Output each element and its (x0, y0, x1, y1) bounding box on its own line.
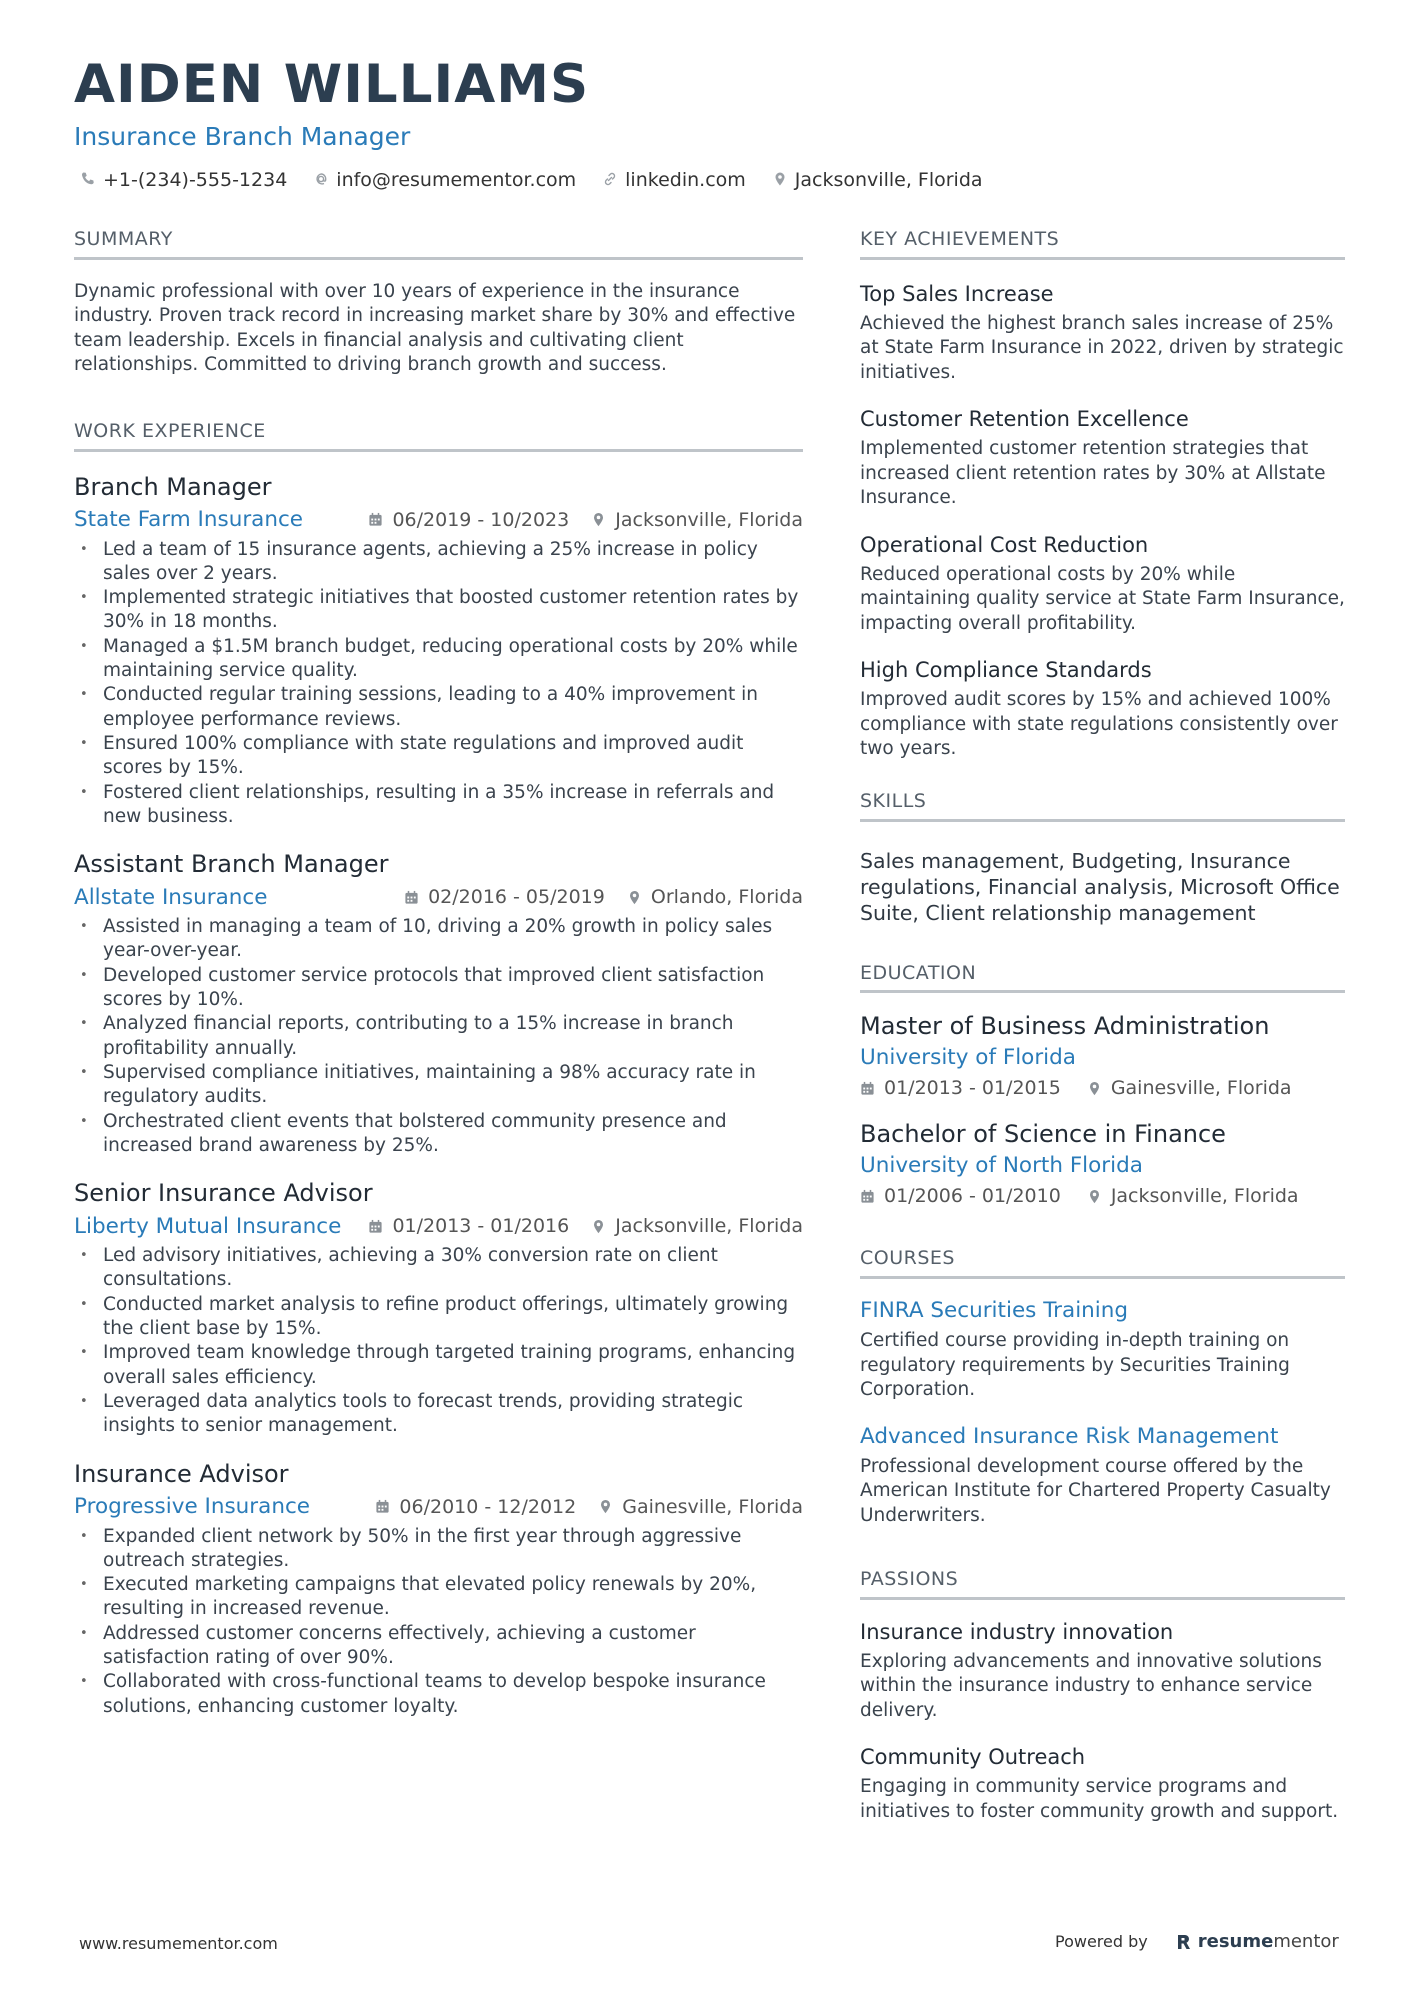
contact-bar (80, 169, 1009, 191)
passion-text: Engaging in community service programs and initiatives to foster community growth and support. (860, 1776, 1339, 1822)
job-bullet: • Conducted market analysis to refine product offerings, ultimately growing the client base by 15%. (74, 1293, 803, 1342)
job-location (598, 1496, 803, 1518)
job-location-text: Jacksonville, Florida (615, 1215, 803, 1238)
passion-title: Community Outreach (860, 1745, 1086, 1770)
job-location (627, 886, 803, 908)
brand-logo[interactable] (1176, 1931, 1339, 1952)
course-title: Advanced Insurance Risk Management (860, 1423, 1279, 1449)
work-experience-list (74, 472, 803, 1719)
job-location-text: Gainesville, Florida (622, 1495, 803, 1518)
achievement-text: Reduced operational costs by 20% while maintaining quality service at State Farm Insurance, impacting overall profitability. (860, 563, 1345, 634)
job-dates (368, 509, 569, 531)
job-bullet: • Supervised compliance initiatives, maintaining a 98% accuracy rate in regulatory audits. (74, 1061, 803, 1110)
candidate-title: Insurance Branch Manager (74, 122, 411, 151)
education-item (860, 1119, 1345, 1207)
passions-list (860, 1618, 1345, 1825)
course-text: Professional development course offered by the American Institute for Chartered Property Casualty Underwriters. (860, 1455, 1331, 1526)
education-meta (860, 1185, 1345, 1207)
education-heading: EDUCATION (860, 962, 1345, 994)
education-location-text: Gainesville, Florida (1110, 1077, 1292, 1100)
map-pin-icon (591, 512, 615, 527)
job-dates (368, 1215, 569, 1237)
job-bullet: • Expanded client network by 50% in the first year through aggressive outreach strategies. (74, 1525, 803, 1574)
job-role: Senior Insurance Advisor (74, 1179, 373, 1208)
passions-heading: PASSIONS (860, 1568, 1345, 1600)
job-location (591, 1215, 803, 1237)
job-bullet: • Ensured 100% compliance with state regulations and improved audit scores by 15%. (74, 732, 803, 781)
job-bullets (74, 1525, 803, 1719)
job-bullet: • Addressed customer concerns effectively, achieving a customer satisfaction rating of over 90%. (74, 1622, 803, 1671)
skills-heading: SKILLS (860, 790, 1345, 822)
job-bullet: • Collaborated with cross-functional teams to develop bespoke insurance solutions, enhancing customer loyalty. (74, 1670, 803, 1719)
job-entry (74, 849, 803, 1158)
job-entry (74, 472, 803, 830)
map-pin-icon (598, 1499, 622, 1514)
achievements-list (860, 280, 1345, 762)
job-bullets (74, 538, 803, 830)
job-role: Assistant Branch Manager (74, 850, 389, 879)
job-bullet: • Managed a $1.5M branch budget, reducing operational costs by 20% while maintaining service quality. (74, 635, 803, 684)
achievement-text: Achieved the highest branch sales increase of 25% at State Farm Insurance in 2022, driven by strategic initiatives. (860, 312, 1344, 383)
contact-linkedin[interactable] (602, 169, 746, 191)
contact-phone (80, 169, 287, 191)
map-pin-icon (772, 171, 790, 189)
education-school: University of North Florida (860, 1153, 1143, 1179)
right-column (860, 228, 1345, 1824)
education-location-text: Jacksonville, Florida (1110, 1185, 1299, 1208)
linkedin-text: linkedin.com (625, 169, 746, 191)
contact-location (772, 169, 983, 191)
achievement-title: Top Sales Increase (860, 281, 1054, 306)
achievement-item (860, 280, 1345, 386)
calendar-icon (860, 1189, 884, 1204)
calendar-icon (404, 890, 428, 905)
email-text: info@resumementor.com (336, 169, 577, 191)
brand-mark-icon (1176, 1933, 1192, 1951)
course-item (860, 1423, 1345, 1529)
job-bullet: • Led advisory initiatives, achieving a 30% conversion rate on client consultations. (74, 1244, 803, 1293)
education-degree: Master of Business Administration (860, 1012, 1270, 1041)
achievement-title: High Compliance Standards (860, 658, 1152, 683)
education-dates (860, 1185, 1061, 1207)
job-bullets (74, 1244, 803, 1438)
job-bullet: • Implemented strategic initiatives that boosted customer retention rates by 30% in 18 months. (74, 586, 803, 635)
left-column (74, 228, 803, 1719)
map-pin-icon (627, 890, 651, 905)
job-role: Insurance Advisor (74, 1459, 289, 1488)
calendar-icon (860, 1081, 884, 1096)
course-text: Certified course providing in-depth training on regulatory requirements by Securities Training Corporation. (860, 1330, 1290, 1401)
job-location-text: Jacksonville, Florida (615, 508, 803, 531)
job-bullet: • Leveraged data analytics tools to forecast trends, providing strategic insights to senior management. (74, 1390, 803, 1439)
calendar-icon (375, 1499, 399, 1514)
job-dates-text: 01/2013 - 01/2016 (392, 1215, 570, 1238)
courses-heading: COURSES (860, 1247, 1345, 1279)
job-company: State Farm Insurance (74, 507, 304, 533)
phone-text: +1-(234)-555-1234 (103, 169, 288, 191)
location-text: Jacksonville, Florida (794, 169, 983, 191)
job-bullet: • Fostered client relationships, resulting in a 35% increase in referrals and new business. (74, 781, 803, 830)
job-bullet: • Improved team knowledge through targeted training programs, enhancing overall sales efficiency. (74, 1341, 803, 1390)
achievement-item (860, 405, 1345, 511)
job-bullet: • Orchestrated client events that bolstered community presence and increased brand awareness by 25%. (74, 1110, 803, 1159)
job-meta (74, 1211, 803, 1241)
calendar-icon (368, 1219, 392, 1234)
candidate-name: AIDEN WILLIAMS (74, 54, 590, 115)
job-company: Liberty Mutual Insurance (74, 1213, 342, 1239)
job-dates-text: 02/2016 - 05/2019 (428, 886, 605, 909)
education-location (1087, 1077, 1292, 1099)
education-dates-text: 01/2013 - 01/2015 (884, 1077, 1061, 1100)
job-bullet: • Assisted in managing a team of 10, driving a 20% growth in policy sales year-over-year. (74, 915, 803, 964)
powered-by-label: Powered by (1055, 1932, 1148, 1951)
passion-title: Insurance industry innovation (860, 1619, 1174, 1644)
course-title: FINRA Securities Training (860, 1298, 1129, 1324)
key-achievements-heading: KEY ACHIEVEMENTS (860, 228, 1345, 260)
job-location-text: Orlando, Florida (650, 886, 803, 909)
course-item (860, 1297, 1345, 1403)
education-dates-text: 01/2006 - 01/2010 (884, 1185, 1061, 1208)
job-bullets (74, 915, 803, 1158)
summary-heading: SUMMARY (74, 228, 803, 260)
job-bullet: • Developed customer service protocols that improved client satisfaction scores by 10%. (74, 964, 803, 1013)
job-meta (74, 505, 803, 535)
achievement-item (860, 531, 1345, 637)
passion-item (860, 1618, 1345, 1724)
achievement-text: Implemented customer retention strategies that increased client retention rates by 30% at Allstate Insurance. (860, 438, 1326, 509)
achievement-title: Customer Retention Excellence (860, 407, 1189, 432)
job-bullet: • Led a team of 15 insurance agents, achieving a 25% increase in policy sales over 2 years. (74, 538, 803, 587)
map-pin-icon (1087, 1189, 1111, 1204)
education-item (860, 1011, 1345, 1099)
education-dates (860, 1077, 1061, 1099)
job-bullet: • Executed marketing campaigns that elevated policy renewals by 20%, resulting in increased revenue. (74, 1573, 803, 1622)
job-meta (74, 1492, 803, 1522)
skills-text: Sales management, Budgeting, Insurance regulations, Financial analysis, Microsoft Office Suite, Client relationship management (860, 848, 1340, 925)
footer-branding (1055, 1931, 1339, 1952)
achievement-title: Operational Cost Reduction (860, 532, 1149, 557)
job-location (591, 509, 803, 531)
brand-bold-text: resume (1197, 1931, 1274, 1952)
job-company: Allstate Insurance (74, 884, 268, 910)
courses-list (860, 1297, 1345, 1528)
job-dates (404, 886, 605, 908)
passion-text: Exploring advancements and innovative solutions within the insurance industry to enhance service delivery. (860, 1650, 1322, 1721)
education-degree: Bachelor of Science in Finance (860, 1120, 1226, 1149)
footer-website[interactable]: www.resumementor.com (79, 1934, 278, 1953)
job-dates (375, 1496, 576, 1518)
achievement-item (860, 656, 1345, 762)
work-experience-heading: WORK EXPERIENCE (74, 420, 803, 452)
passion-item (860, 1743, 1345, 1824)
education-school: University of Florida (860, 1045, 1076, 1071)
education-list (860, 1011, 1345, 1207)
job-meta (74, 882, 803, 912)
job-bullet: • Analyzed financial reports, contributing to a 15% increase in branch profitability annually. (74, 1012, 803, 1061)
map-pin-icon (1087, 1081, 1111, 1096)
summary-text: Dynamic professional with over 10 years of experience in the insurance industry. Proven track record in increasing market share by 30% and effective team leadership. Excels in financial analysis and cultivating client relationships. Committed to driving branch growth and success. (74, 280, 796, 376)
contact-email[interactable] (313, 169, 576, 191)
at-sign-icon (313, 171, 331, 189)
job-role: Branch Manager (74, 472, 272, 501)
link-icon (602, 171, 620, 189)
brand-rest-text: mentor (1273, 1931, 1339, 1952)
calendar-icon (368, 512, 392, 527)
education-meta (860, 1077, 1345, 1099)
job-entry (74, 1459, 803, 1719)
education-location (1087, 1185, 1299, 1207)
map-pin-icon (591, 1219, 615, 1234)
phone-icon (80, 171, 98, 189)
job-dates-text: 06/2019 - 10/2023 (392, 508, 570, 531)
job-dates-text: 06/2010 - 12/2012 (399, 1495, 577, 1518)
job-entry (74, 1178, 803, 1438)
achievement-text: Improved audit scores by 15% and achieved 100% compliance with state regulations consistently over two years. (860, 689, 1338, 760)
job-company: Progressive Insurance (74, 1494, 310, 1519)
job-bullet: • Conducted regular training sessions, leading to a 40% improvement in employee performance reviews. (74, 683, 803, 732)
